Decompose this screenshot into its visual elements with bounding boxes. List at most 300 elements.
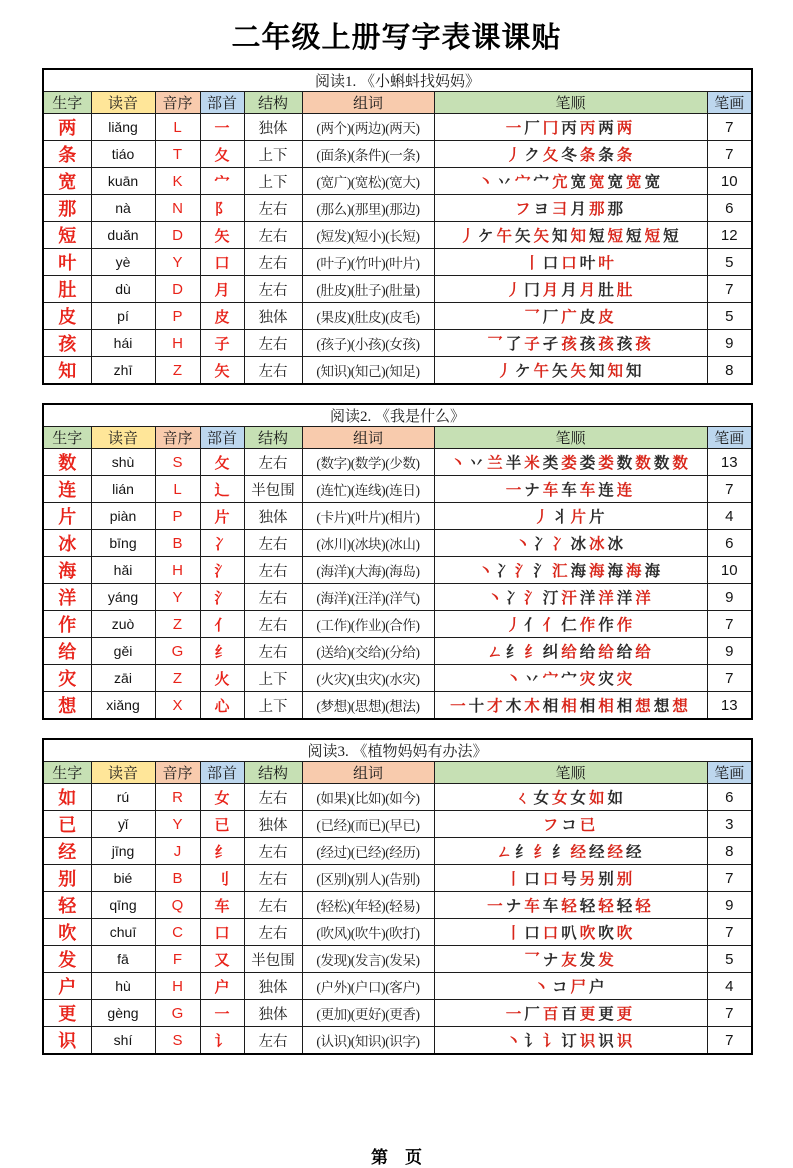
stroke-step: 数 (653, 455, 670, 472)
col-header-strokes: 笔顺 (434, 427, 707, 449)
stroke-step: 口 (524, 925, 540, 942)
table-row (43, 114, 752, 141)
stroke-step: 宽 (607, 174, 624, 191)
stroke-step: 乛 (524, 309, 540, 326)
pinyin-cell: tiáo (91, 141, 155, 168)
radical-cell: 口 (200, 919, 244, 946)
stroke-step: 矢 (570, 363, 587, 380)
strokes-cell (434, 892, 707, 919)
structure-cell: 上下 (244, 141, 302, 168)
col-header-structure: 结构 (244, 427, 302, 449)
count-cell: 13 (707, 449, 752, 476)
count-cell: 8 (707, 838, 752, 865)
stroke-step: フ (514, 201, 531, 218)
stroke-step: 乛 (487, 336, 503, 353)
radical-cell: 一 (200, 114, 244, 141)
stroke-step: 条 (579, 147, 596, 164)
stroke-step: 更 (579, 1006, 596, 1023)
stroke-step: 丷 (468, 455, 485, 472)
stroke-step: コ (551, 979, 568, 996)
initial-cell: Y (155, 249, 200, 276)
structure-cell: 左右 (244, 784, 302, 811)
stroke-step: 想 (653, 698, 670, 715)
strokes-cell (434, 195, 707, 222)
words-cell: (果皮)(肚皮)(皮毛) (302, 303, 434, 330)
stroke-step: 女 (551, 790, 568, 807)
words-cell: (两个)(两边)(两天) (302, 114, 434, 141)
table-caption-row (43, 404, 752, 427)
stroke-step: 吹 (598, 925, 614, 942)
radical-cell: 亻 (200, 611, 244, 638)
stroke-step: 灾 (598, 671, 614, 688)
char-cell: 识 (43, 1027, 91, 1055)
table-row (43, 195, 752, 222)
initial-cell: G (155, 638, 200, 665)
stroke-step: 口 (524, 871, 540, 888)
stroke-step: フ (542, 817, 559, 834)
radical-cell: 子 (200, 330, 244, 357)
col-header-char: 生字 (43, 762, 91, 784)
table-row (43, 692, 752, 720)
pinyin-cell: hù (91, 973, 155, 1000)
pinyin-cell: rú (91, 784, 155, 811)
table-row (43, 530, 752, 557)
stroke-step: 丶 (533, 979, 549, 996)
stroke-step: ㄥ (487, 644, 503, 661)
table-row (43, 973, 752, 1000)
stroke-step: 口 (542, 255, 559, 272)
strokes-cell (434, 249, 707, 276)
char-cell: 户 (43, 973, 91, 1000)
structure-cell: 左右 (244, 611, 302, 638)
col-header-radical: 部首 (200, 762, 244, 784)
stroke-step: 丬 (551, 509, 568, 526)
words-cell: (工作)(作业)(合作) (302, 611, 434, 638)
table-row (43, 784, 752, 811)
count-cell: 9 (707, 584, 752, 611)
stroke-step: 乛 (524, 952, 540, 969)
radical-cell: 皮 (200, 303, 244, 330)
stroke-step: 更 (616, 1006, 633, 1023)
initial-cell: L (155, 114, 200, 141)
structure-cell: 左右 (244, 276, 302, 303)
radical-cell: 火 (200, 665, 244, 692)
stroke-step: ナ (542, 952, 559, 969)
radical-cell: 口 (200, 249, 244, 276)
stroke-step: 一 (487, 898, 503, 915)
stroke-step: 如 (589, 790, 605, 807)
stroke-step: 汇 (551, 563, 568, 580)
table-row (43, 357, 752, 385)
table-row (43, 303, 752, 330)
words-cell: (短发)(短小)(长短) (302, 222, 434, 249)
stroke-step: 相 (579, 698, 596, 715)
stroke-step: 宀 (533, 174, 549, 191)
stroke-step: 丷 (496, 174, 512, 191)
col-header-words: 组词 (302, 427, 434, 449)
col-header-initial: 音序 (155, 762, 200, 784)
words-cell: (发现)(发言)(发呆) (302, 946, 434, 973)
initial-cell: B (155, 530, 200, 557)
char-cell: 叶 (43, 249, 91, 276)
initial-cell: R (155, 784, 200, 811)
char-cell: 肚 (43, 276, 91, 303)
strokes-cell (434, 222, 707, 249)
stroke-step: ケ (477, 228, 494, 245)
stroke-step: 皮 (598, 309, 614, 326)
strokes-cell (434, 114, 707, 141)
table-row (43, 168, 752, 195)
stroke-step: 丶 (450, 455, 466, 472)
radical-cell: 讠 (200, 1027, 244, 1055)
stroke-step: 宽 (626, 174, 642, 191)
stroke-step: 木 (505, 698, 522, 715)
initial-cell: H (155, 557, 200, 584)
stroke-step: 纠 (542, 644, 559, 661)
count-cell: 12 (707, 222, 752, 249)
col-header-count: 笔画 (707, 427, 752, 449)
strokes-cell (434, 811, 707, 838)
stroke-step: 纟 (505, 644, 522, 661)
stroke-step: 月 (542, 282, 559, 299)
structure-cell: 左右 (244, 449, 302, 476)
stroke-step: 宽 (589, 174, 605, 191)
stroke-step: 车 (542, 898, 559, 915)
stroke-step: 丶 (477, 563, 494, 580)
strokes-cell (434, 692, 707, 720)
table-caption-row (43, 69, 752, 92)
stroke-step: 吹 (579, 925, 596, 942)
char-cell: 已 (43, 811, 91, 838)
stroke-step: 女 (570, 790, 587, 807)
words-cell: (冰川)(冰块)(冰山) (302, 530, 434, 557)
pinyin-cell: yè (91, 249, 155, 276)
stroke-step: 讠 (542, 1033, 559, 1050)
stroke-step: 连 (598, 482, 614, 499)
strokes-cell (434, 946, 707, 973)
stroke-step: ㄥ (496, 844, 512, 861)
strokes-cell (434, 784, 707, 811)
count-cell: 10 (707, 168, 752, 195)
stroke-step: 广 (561, 309, 577, 326)
stroke-step: 想 (672, 698, 688, 715)
words-cell: (送给)(交给)(分给) (302, 638, 434, 665)
col-header-words: 组词 (302, 762, 434, 784)
stroke-step: 给 (635, 644, 651, 661)
table-row (43, 665, 752, 692)
words-cell: (区别)(别人)(告别) (302, 865, 434, 892)
table-header-row (43, 92, 752, 114)
stroke-step: 了 (505, 336, 522, 353)
radical-cell: 一 (200, 1000, 244, 1027)
structure-cell: 上下 (244, 168, 302, 195)
stroke-step: 数 (672, 455, 688, 472)
structure-cell: 左右 (244, 919, 302, 946)
table-row (43, 946, 752, 973)
stroke-step: 午 (533, 363, 549, 380)
stroke-step: 午 (496, 228, 512, 245)
stroke-step: 想 (635, 698, 651, 715)
strokes-cell (434, 357, 707, 385)
words-cell: (海洋)(汪洋)(洋气) (302, 584, 434, 611)
words-cell: (知识)(知己)(知足) (302, 357, 434, 385)
count-cell: 7 (707, 114, 752, 141)
count-cell: 13 (707, 692, 752, 720)
stroke-step: 发 (579, 952, 596, 969)
stroke-step: 亻 (524, 617, 540, 634)
table-row (43, 249, 752, 276)
pinyin-cell: gèng (91, 1000, 155, 1027)
radical-cell: 辶 (200, 476, 244, 503)
stroke-step: 数 (635, 455, 651, 472)
stroke-step: 叭 (561, 925, 577, 942)
stroke-step: 洋 (579, 590, 596, 607)
char-cell: 短 (43, 222, 91, 249)
pinyin-cell: chuī (91, 919, 155, 946)
stroke-step: 已 (579, 817, 596, 834)
stroke-step: 订 (561, 1033, 577, 1050)
stroke-step: 氵 (524, 590, 540, 607)
stroke-step: ケ (514, 363, 531, 380)
stroke-step: 户 (589, 979, 605, 996)
radical-cell: 纟 (200, 838, 244, 865)
stroke-step: 厂 (524, 120, 540, 137)
table-row (43, 503, 752, 530)
char-cell: 条 (43, 141, 91, 168)
initial-cell: Z (155, 665, 200, 692)
words-cell: (叶子)(竹叶)(叶片) (302, 249, 434, 276)
stroke-step: 给 (561, 644, 577, 661)
stroke-step: 如 (607, 790, 624, 807)
structure-cell: 左右 (244, 557, 302, 584)
initial-cell: Y (155, 811, 200, 838)
stroke-step: 厂 (542, 309, 559, 326)
char-cell: 皮 (43, 303, 91, 330)
stroke-step: 孩 (616, 336, 633, 353)
col-header-char: 生字 (43, 92, 91, 114)
words-cell: (肚皮)(肚子)(肚量) (302, 276, 434, 303)
table-row (43, 1000, 752, 1027)
structure-cell: 上下 (244, 692, 302, 720)
stroke-step: 另 (579, 871, 596, 888)
stroke-step: 丶 (505, 671, 522, 688)
table-caption-row (43, 739, 752, 762)
initial-cell: D (155, 222, 200, 249)
strokes-cell (434, 611, 707, 638)
stroke-step: 月 (570, 201, 587, 218)
strokes-cell (434, 503, 707, 530)
initial-cell: P (155, 303, 200, 330)
stroke-step: 冫 (505, 590, 522, 607)
stroke-step: 厂 (524, 1006, 540, 1023)
pinyin-cell: zāi (91, 665, 155, 692)
reading-table-1 (42, 68, 753, 385)
stroke-step: 孩 (579, 336, 596, 353)
col-header-count: 笔画 (707, 762, 752, 784)
stroke-step: 子 (524, 336, 540, 353)
stroke-step: 丨 (505, 925, 522, 942)
strokes-cell (434, 141, 707, 168)
stroke-step: 车 (542, 482, 559, 499)
structure-cell: 独体 (244, 114, 302, 141)
stroke-step: 知 (626, 363, 642, 380)
strokes-cell (434, 1027, 707, 1055)
stroke-step: ナ (524, 482, 540, 499)
words-cell: (火灾)(虫灾)(水灾) (302, 665, 434, 692)
initial-cell: T (155, 141, 200, 168)
pinyin-cell: xiǎng (91, 692, 155, 720)
col-header-strokes: 笔顺 (434, 762, 707, 784)
col-header-radical: 部首 (200, 427, 244, 449)
stroke-step: 十 (468, 698, 485, 715)
strokes-cell (434, 638, 707, 665)
char-cell: 如 (43, 784, 91, 811)
radical-cell: 月 (200, 276, 244, 303)
count-cell: 6 (707, 530, 752, 557)
stroke-step: 娄 (598, 455, 614, 472)
char-cell: 灾 (43, 665, 91, 692)
stroke-step: 矢 (551, 363, 568, 380)
stroke-step: 知 (570, 228, 587, 245)
stroke-step: 经 (607, 844, 624, 861)
stroke-step: 一 (505, 1006, 522, 1023)
stroke-step: 宂 (551, 174, 568, 191)
stroke-step: 海 (644, 563, 661, 580)
stroke-step: 相 (616, 698, 633, 715)
pinyin-cell: zuò (91, 611, 155, 638)
structure-cell: 左右 (244, 1027, 302, 1055)
stroke-step: 丿 (505, 147, 522, 164)
stroke-step: 短 (626, 228, 642, 245)
initial-cell: S (155, 449, 200, 476)
stroke-step: 冫 (496, 563, 512, 580)
col-header-count: 笔画 (707, 92, 752, 114)
count-cell: 7 (707, 865, 752, 892)
pinyin-cell: zhī (91, 357, 155, 385)
stroke-step: 氵 (514, 563, 531, 580)
words-cell: (宽广)(宽松)(宽大) (302, 168, 434, 195)
words-cell: (轻松)(年轻)(轻易) (302, 892, 434, 919)
stroke-step: 片 (570, 509, 587, 526)
stroke-step: 给 (616, 644, 633, 661)
stroke-step: 车 (561, 482, 577, 499)
char-cell: 连 (43, 476, 91, 503)
char-cell: 数 (43, 449, 91, 476)
words-cell: (吹风)(吹牛)(吹打) (302, 919, 434, 946)
stroke-step: 肚 (598, 282, 614, 299)
structure-cell: 左右 (244, 584, 302, 611)
count-cell: 7 (707, 141, 752, 168)
stroke-step: 类 (542, 455, 559, 472)
table-row (43, 557, 752, 584)
stroke-step: 给 (598, 644, 614, 661)
reading-table-3 (42, 738, 753, 1055)
radical-cell: 阝 (200, 195, 244, 222)
words-cell: (认识)(知识)(识字) (302, 1027, 434, 1055)
stroke-step: 丙 (561, 120, 577, 137)
col-header-words: 组词 (302, 92, 434, 114)
stroke-step: 灾 (616, 671, 633, 688)
initial-cell: G (155, 1000, 200, 1027)
stroke-step: 丿 (505, 617, 522, 634)
stroke-step: 知 (551, 228, 568, 245)
stroke-step: 知 (589, 363, 605, 380)
pinyin-cell: shù (91, 449, 155, 476)
stroke-step: 条 (616, 147, 633, 164)
strokes-cell (434, 303, 707, 330)
stroke-step: 一 (505, 120, 522, 137)
stroke-step: 宀 (542, 671, 559, 688)
stroke-step: 别 (616, 871, 633, 888)
tables-container (42, 68, 751, 1055)
stroke-step: 矢 (533, 228, 549, 245)
radical-cell: 心 (200, 692, 244, 720)
count-cell: 5 (707, 303, 752, 330)
stroke-step: 矢 (514, 228, 531, 245)
char-cell: 那 (43, 195, 91, 222)
stroke-step: 丶 (514, 536, 531, 553)
words-cell: (面条)(条件)(一条) (302, 141, 434, 168)
stroke-step: 冰 (607, 536, 624, 553)
initial-cell: B (155, 865, 200, 892)
stroke-step: 娄 (561, 455, 577, 472)
stroke-step: 车 (579, 482, 596, 499)
strokes-cell (434, 973, 707, 1000)
radical-cell: 冫 (200, 530, 244, 557)
initial-cell: D (155, 276, 200, 303)
count-cell: 7 (707, 1000, 752, 1027)
stroke-step: 纟 (533, 844, 549, 861)
structure-cell: 左右 (244, 865, 302, 892)
initial-cell: Y (155, 584, 200, 611)
stroke-step: 才 (487, 698, 503, 715)
stroke-step: 皮 (579, 309, 596, 326)
stroke-step: 号 (561, 871, 577, 888)
stroke-step: 口 (542, 925, 559, 942)
stroke-step: 丶 (505, 1033, 522, 1050)
stroke-step: 经 (570, 844, 587, 861)
stroke-step: 宀 (514, 174, 531, 191)
stroke-step: 女 (533, 790, 549, 807)
radical-cell: 宀 (200, 168, 244, 195)
stroke-step: 冫 (533, 536, 549, 553)
strokes-cell (434, 919, 707, 946)
structure-cell: 独体 (244, 973, 302, 1000)
count-cell: 6 (707, 784, 752, 811)
col-header-pinyin: 读音 (91, 762, 155, 784)
stroke-step: 片 (589, 509, 605, 526)
count-cell: 8 (707, 357, 752, 385)
stroke-step: 更 (598, 1006, 614, 1023)
stroke-step: ヨ (533, 201, 549, 218)
structure-cell: 半包围 (244, 476, 302, 503)
stroke-step: 吹 (616, 925, 633, 942)
strokes-cell (434, 330, 707, 357)
count-cell: 7 (707, 611, 752, 638)
strokes-cell (434, 476, 707, 503)
initial-cell: Z (155, 611, 200, 638)
table-row (43, 811, 752, 838)
pinyin-cell: gěi (91, 638, 155, 665)
structure-cell: 半包围 (244, 946, 302, 973)
stroke-step: 丷 (524, 671, 540, 688)
structure-cell: 左右 (244, 222, 302, 249)
stroke-step: 知 (607, 363, 624, 380)
structure-cell: 左右 (244, 357, 302, 385)
stroke-step: 作 (616, 617, 633, 634)
count-cell: 5 (707, 946, 752, 973)
char-cell: 洋 (43, 584, 91, 611)
